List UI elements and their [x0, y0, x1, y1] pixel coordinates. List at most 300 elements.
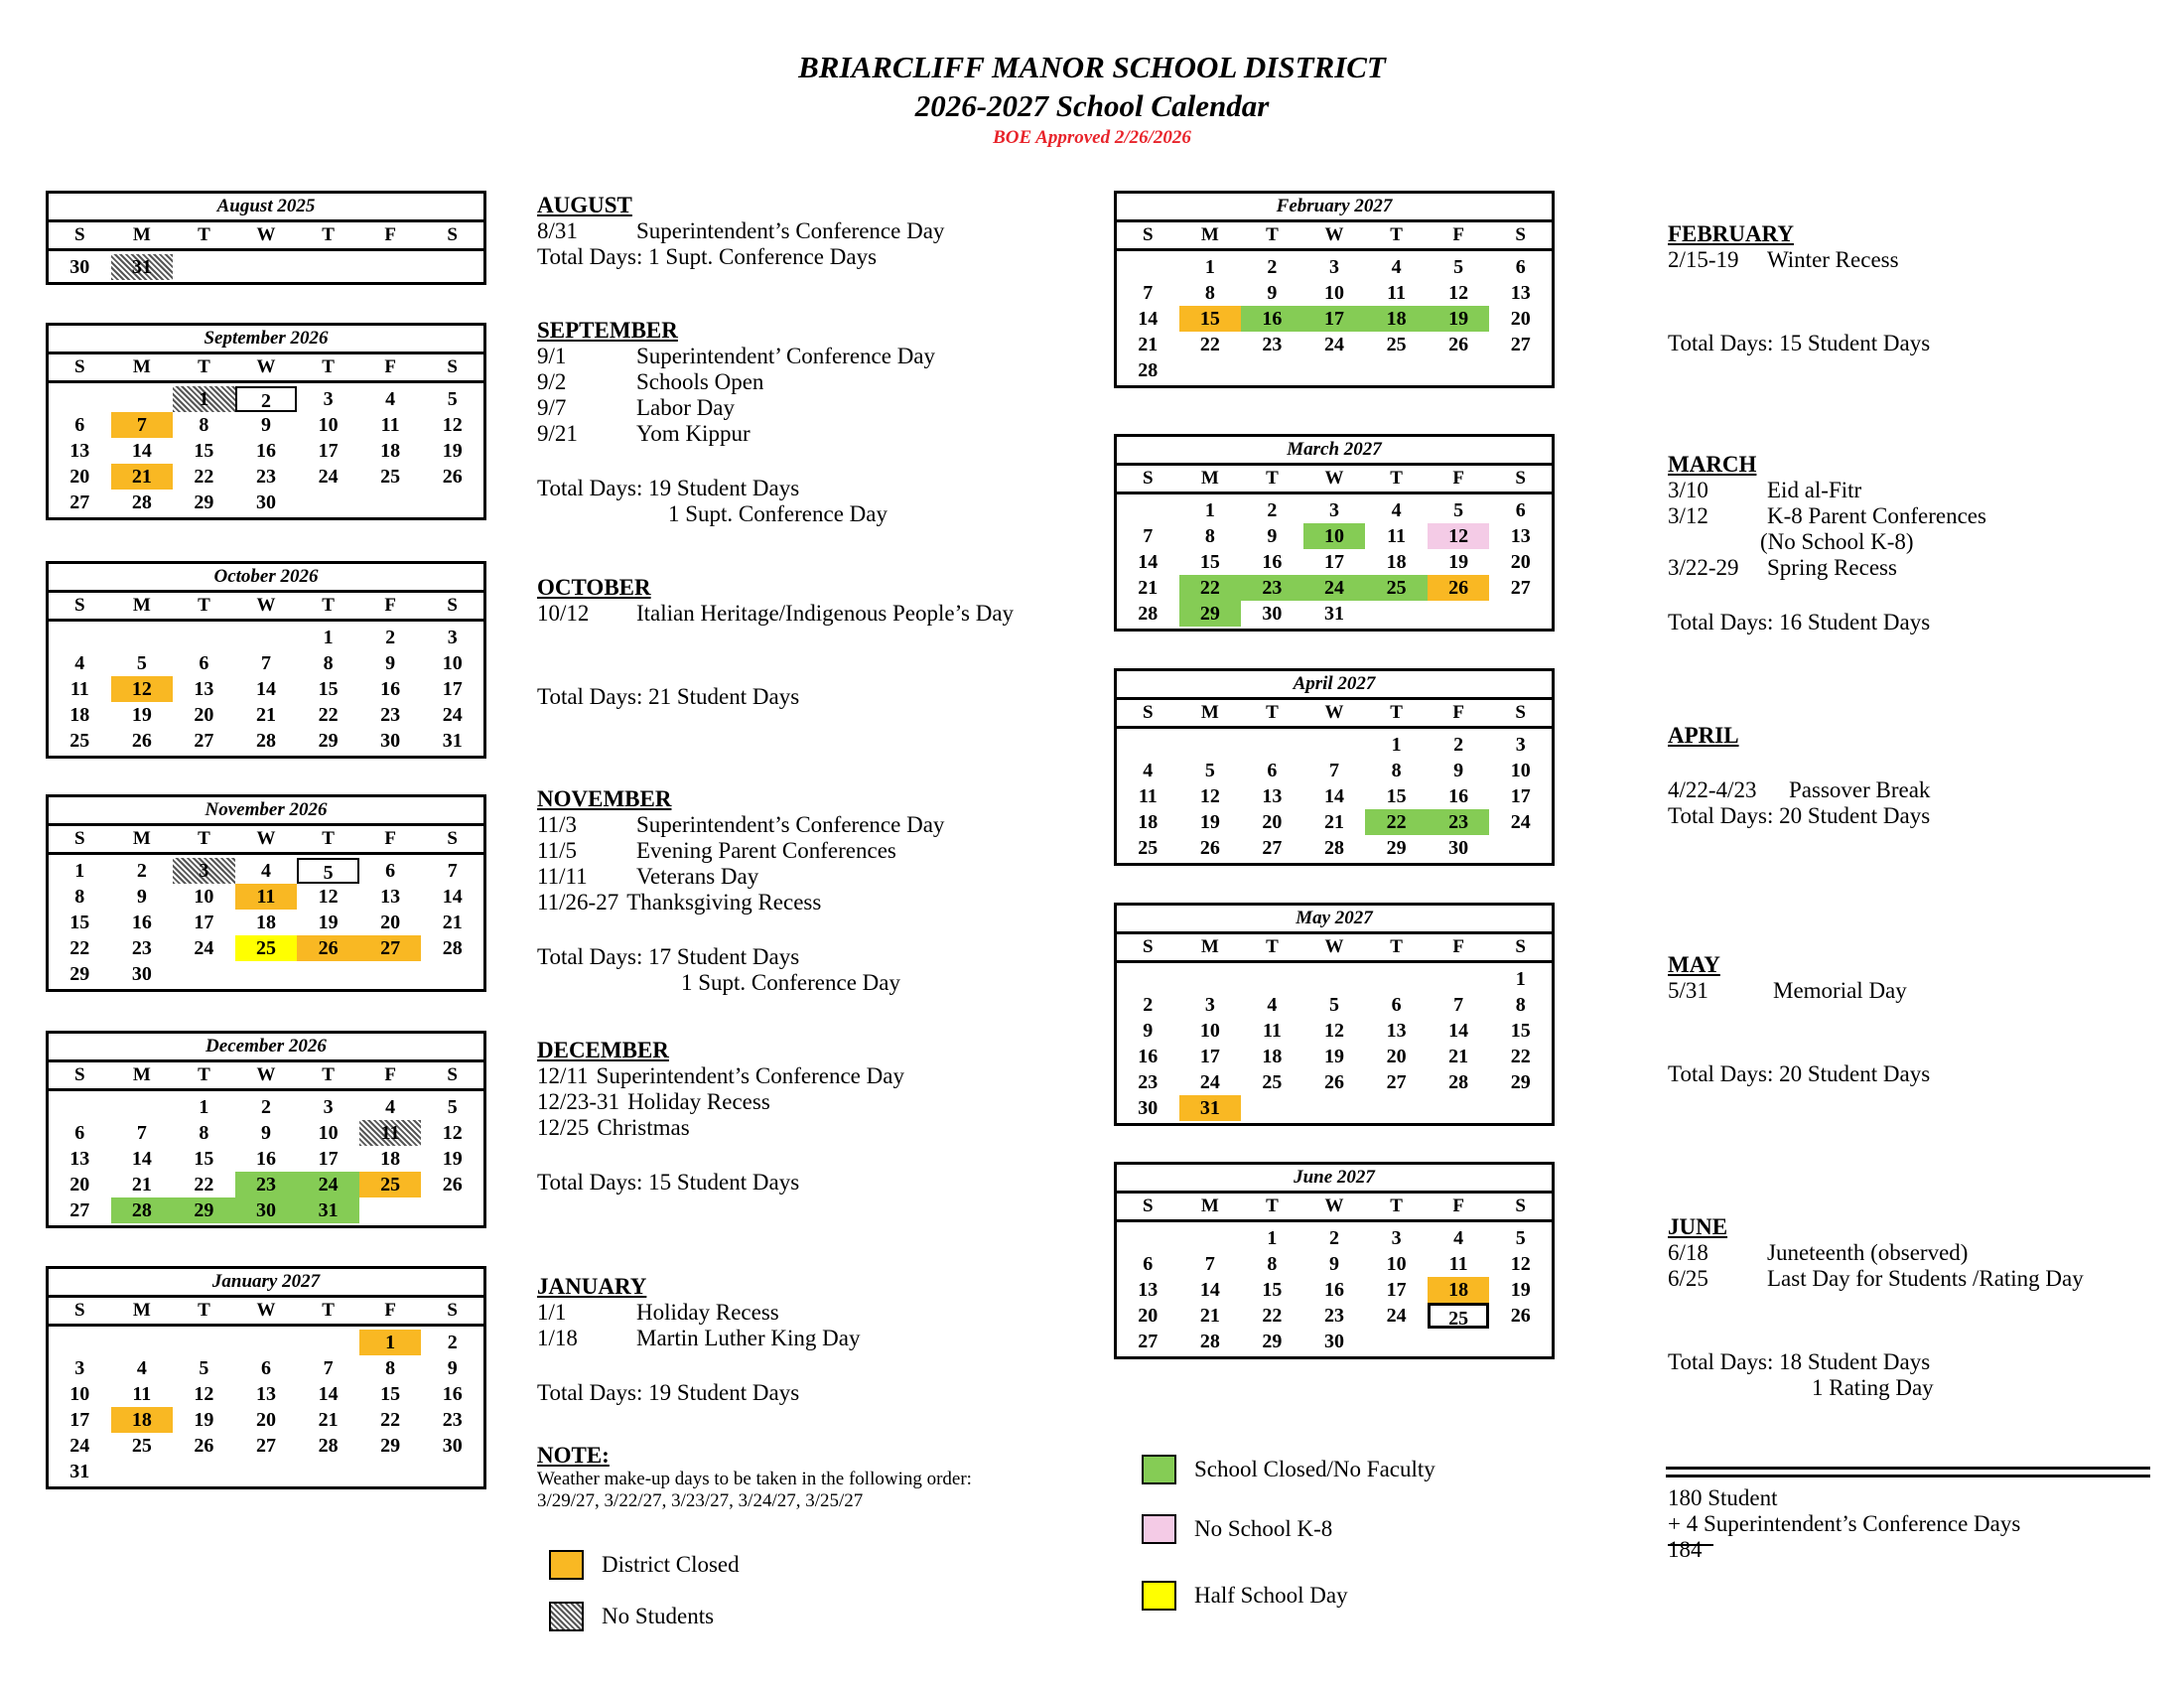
- day-cell: 29: [69, 963, 90, 985]
- event-date: 3/10: [1668, 478, 1708, 502]
- section-heading: JUNE: [1668, 1214, 1728, 1239]
- weekday-label: F: [1452, 468, 1464, 489]
- weekday-label: S: [1515, 224, 1526, 245]
- calendar-month-title: February 2027: [1117, 194, 1552, 222]
- note-line: Weather make-up days to be taken in the following order:: [537, 1469, 972, 1489]
- weekday-label: S: [73, 828, 85, 849]
- day-cell: 5: [1204, 760, 1215, 781]
- empty-cell: [1241, 732, 1303, 758]
- weekday-label: T: [1266, 224, 1279, 245]
- day-cell: 22: [1262, 1305, 1283, 1327]
- empty-cell: [235, 1330, 298, 1355]
- day-cell: 22: [380, 1409, 401, 1431]
- weekday-header: [49, 1298, 483, 1327]
- day-cell: 13: [1386, 1020, 1407, 1042]
- day-cell: 15: [1262, 1279, 1283, 1301]
- notes-may: [1668, 952, 1930, 1087]
- day-cell: 7: [1143, 282, 1154, 304]
- day-cell: 10: [1303, 523, 1366, 549]
- weekday-label: M: [132, 224, 151, 245]
- day-cell: 26: [194, 1435, 214, 1457]
- notes-december: [537, 1038, 904, 1196]
- day-cell: 29: [380, 1435, 401, 1457]
- day-cell: 8: [74, 886, 85, 908]
- day-grid: [49, 1327, 483, 1486]
- swatch-half-day: [1142, 1581, 1176, 1611]
- empty-cell: [49, 625, 111, 650]
- summary-rule-top: [1666, 1467, 2150, 1470]
- day-cell: 21: [1323, 811, 1344, 833]
- day-cell: 9: [1328, 1253, 1339, 1275]
- day-cell: 1: [1204, 256, 1215, 278]
- day-cell: 20: [380, 912, 401, 933]
- day-cell: 2: [385, 627, 396, 648]
- legend-label: No Students: [602, 1604, 715, 1628]
- day-cell: 30: [1323, 1331, 1344, 1352]
- event-label: Superintendent’ Conference Day: [636, 344, 936, 368]
- day-cell: 10: [442, 652, 463, 674]
- day-cell: 9: [385, 652, 396, 674]
- day-cell: 6: [74, 414, 85, 436]
- day-cell: 19: [131, 704, 152, 726]
- day-cell: 6: [385, 860, 396, 882]
- day-cell: 26: [297, 935, 359, 961]
- legend-label: Half School Day: [1194, 1583, 1348, 1608]
- event-label: Spring Recess: [1767, 555, 1897, 580]
- day-cell: 26: [1428, 575, 1490, 601]
- weekday-header: [49, 354, 483, 383]
- day-cell: 24: [318, 466, 339, 488]
- empty-cell: [1117, 1225, 1179, 1251]
- weekday-label: W: [256, 1064, 276, 1085]
- day-cell: 22: [1510, 1046, 1531, 1067]
- empty-cell: [111, 386, 174, 412]
- weekday-label: S: [1515, 468, 1526, 489]
- day-cell: 6: [1515, 256, 1526, 278]
- day-cell: 4: [385, 1096, 396, 1118]
- day-cell: 13: [194, 678, 214, 700]
- day-cell: 16: [1241, 306, 1303, 332]
- empty-cell: [111, 1330, 174, 1355]
- empty-cell: [49, 386, 111, 412]
- weekday-label: S: [447, 224, 458, 245]
- day-cell: 10: [194, 886, 214, 908]
- day-cell: 27: [255, 1435, 276, 1457]
- day-cell: 8: [1267, 1253, 1278, 1275]
- approval-note: BOE Approved 2/26/2026: [993, 127, 1191, 148]
- total-days-extra: 1 Supt. Conference Day: [668, 501, 887, 526]
- notes-march: [1668, 452, 1986, 635]
- day-cell: 27: [359, 935, 422, 961]
- empty-cell: [421, 254, 483, 280]
- day-cell: 3: [1328, 499, 1339, 521]
- day-cell: 11: [380, 414, 400, 436]
- day-cell: 4: [1143, 760, 1154, 781]
- weekday-label: W: [1324, 1196, 1344, 1216]
- day-cell: 28: [255, 730, 276, 752]
- day-cell: 27: [1510, 577, 1531, 599]
- weekday-label: F: [384, 828, 396, 849]
- event-label: Memorial Day: [1773, 978, 1907, 1003]
- weekday-label: T: [198, 224, 210, 245]
- day-cell: 17: [194, 912, 214, 933]
- event-label: Holiday Recess: [627, 1089, 770, 1114]
- section-heading: NOVEMBER: [537, 786, 672, 811]
- weekday-label: F: [1452, 936, 1464, 957]
- day-cell: 14: [1323, 785, 1344, 807]
- day-cell: 15: [1199, 551, 1220, 573]
- total-days: Total Days: 19 Student Days: [537, 1380, 800, 1405]
- day-cell: 14: [131, 1148, 152, 1170]
- weekday-label: S: [1515, 936, 1526, 957]
- legend-no-school-k8: [1142, 1514, 1332, 1544]
- day-cell: 9: [260, 1122, 271, 1144]
- weekday-header: [1117, 466, 1552, 494]
- day-cell: 19: [318, 912, 339, 933]
- section-heading: JANUARY: [537, 1274, 647, 1299]
- day-cell: 4: [260, 860, 271, 882]
- weekday-label: M: [132, 828, 151, 849]
- day-cell: 1: [199, 1096, 209, 1118]
- total-days: Total Days: 20 Student Days: [1668, 1061, 1931, 1086]
- weekday-label: T: [198, 828, 210, 849]
- day-cell: 19: [1199, 811, 1220, 833]
- day-cell: 18: [1386, 551, 1407, 573]
- event-date: 1/1: [537, 1300, 567, 1325]
- day-cell: 10: [1510, 760, 1531, 781]
- day-cell: 2: [1267, 256, 1278, 278]
- day-cell: 3: [323, 388, 334, 410]
- day-cell: 7: [1453, 994, 1464, 1016]
- summary-rule-bottom: [1666, 1475, 2150, 1477]
- day-cell: 25: [380, 466, 401, 488]
- day-cell: 23: [442, 1409, 463, 1431]
- weekday-label: S: [73, 1064, 85, 1085]
- day-cell: 17: [1199, 1046, 1220, 1067]
- weekday-label: S: [1142, 702, 1154, 723]
- day-cell: 3: [1328, 256, 1339, 278]
- day-cell: 28: [131, 492, 152, 513]
- day-cell: 10: [69, 1383, 90, 1405]
- section-heading: AUGUST: [537, 193, 632, 217]
- legend-district-closed: [549, 1550, 740, 1580]
- day-cell: 11: [1387, 282, 1407, 304]
- day-cell: 26: [442, 1174, 463, 1196]
- day-cell: 5: [297, 858, 359, 884]
- weekday-label: F: [1452, 1196, 1464, 1216]
- legend-label: District Closed: [602, 1552, 740, 1577]
- calendar-december-2026: [46, 1031, 486, 1228]
- day-cell: 7: [323, 1357, 334, 1379]
- event-date: 9/21: [537, 421, 578, 446]
- weekday-label: T: [322, 595, 335, 616]
- day-cell: 20: [194, 704, 214, 726]
- weekday-header: [1117, 934, 1552, 963]
- day-cell: 8: [1391, 760, 1402, 781]
- day-cell: 26: [442, 466, 463, 488]
- day-grid: [49, 251, 483, 282]
- day-cell: 6: [260, 1357, 271, 1379]
- day-cell: 22: [194, 466, 214, 488]
- event-label: Holiday Recess: [636, 1300, 779, 1325]
- weekday-label: M: [1200, 224, 1219, 245]
- day-cell: 3: [447, 627, 458, 648]
- weekday-header: [49, 593, 483, 622]
- section-heading: MAY: [1668, 952, 1720, 977]
- day-cell: 27: [1138, 1331, 1159, 1352]
- weekday-label: S: [447, 828, 458, 849]
- day-cell: 10: [318, 1122, 339, 1144]
- day-cell: 5: [1453, 499, 1464, 521]
- day-cell: 17: [442, 678, 463, 700]
- day-cell: 25: [235, 935, 298, 961]
- day-cell: 4: [1267, 994, 1278, 1016]
- swatch-no-school-k8: [1142, 1514, 1176, 1544]
- day-cell: 19: [442, 440, 463, 462]
- day-cell: 25: [69, 730, 90, 752]
- event-label: Winter Recess: [1767, 247, 1899, 272]
- day-cell: 20: [1262, 811, 1283, 833]
- day-cell: 18: [380, 440, 401, 462]
- day-cell: 5: [1328, 994, 1339, 1016]
- day-cell: 22: [194, 1174, 214, 1196]
- day-cell: 1: [173, 386, 235, 412]
- day-cell: 2: [447, 1332, 458, 1353]
- legend-label: School Closed/No Faculty: [1194, 1457, 1435, 1481]
- day-cell: 27: [1386, 1071, 1407, 1093]
- day-cell: 21: [318, 1409, 339, 1431]
- day-cell: 8: [1515, 994, 1526, 1016]
- swatch-district-closed: [549, 1550, 584, 1580]
- day-cell: 23: [1323, 1305, 1344, 1327]
- empty-cell: [1117, 732, 1179, 758]
- day-cell: 1: [74, 860, 85, 882]
- day-cell: 9: [1267, 525, 1278, 547]
- weekday-label: T: [198, 1300, 210, 1321]
- summary-students: 180 Student: [1668, 1485, 1778, 1510]
- day-grid: [1117, 1222, 1552, 1356]
- calendar-month-title: October 2026: [49, 564, 483, 593]
- day-cell: 28: [318, 1435, 339, 1457]
- day-cell: 25: [1262, 1071, 1283, 1093]
- empty-cell: [1241, 966, 1303, 992]
- empty-cell: [297, 254, 359, 280]
- day-cell: 19: [1428, 306, 1490, 332]
- weekday-header: [49, 1062, 483, 1091]
- day-cell: 13: [1262, 785, 1283, 807]
- day-cell: 11: [235, 884, 298, 910]
- day-cell: 30: [1138, 1097, 1159, 1119]
- day-cell: 20: [69, 1174, 90, 1196]
- weekday-label: T: [198, 356, 210, 377]
- event-label: (No School K-8): [1760, 529, 1914, 554]
- weekday-label: S: [447, 595, 458, 616]
- notes-january: [537, 1274, 860, 1406]
- day-cell: 7: [1204, 1253, 1215, 1275]
- day-cell: 3: [173, 858, 235, 884]
- empty-cell: [173, 254, 235, 280]
- day-cell: 31: [297, 1197, 359, 1223]
- day-cell: 5: [1515, 1227, 1526, 1249]
- summary-sum-line: [1668, 1544, 1713, 1546]
- day-cell: 29: [318, 730, 339, 752]
- district-title: BRIARCLIFF MANOR SCHOOL DISTRICT: [798, 50, 1386, 84]
- total-days: Total Days: 15 Student Days: [1668, 331, 1931, 355]
- day-cell: 23: [1428, 809, 1490, 835]
- day-cell: 12: [1448, 282, 1469, 304]
- day-cell: 17: [69, 1409, 90, 1431]
- day-cell: 22: [1365, 809, 1428, 835]
- weekday-label: M: [132, 1300, 151, 1321]
- weekday-label: W: [256, 224, 276, 245]
- day-cell: 14: [255, 678, 276, 700]
- day-cell: 7: [1328, 760, 1339, 781]
- day-cell: 20: [1386, 1046, 1407, 1067]
- day-cell: 20: [255, 1409, 276, 1431]
- day-cell: 28: [1138, 359, 1159, 381]
- day-cell: 23: [255, 466, 276, 488]
- day-cell: 22: [69, 937, 90, 959]
- day-cell: 2: [260, 1096, 271, 1118]
- day-cell: 15: [380, 1383, 401, 1405]
- empty-cell: [173, 625, 235, 650]
- day-cell: 5: [1453, 256, 1464, 278]
- weekday-label: T: [322, 828, 335, 849]
- day-cell: 2: [1267, 499, 1278, 521]
- day-cell: 6: [1391, 994, 1402, 1016]
- day-cell: 31: [442, 730, 463, 752]
- calendar-month-title: March 2027: [1117, 437, 1552, 466]
- day-cell: 14: [131, 440, 152, 462]
- weekday-label: T: [1266, 936, 1279, 957]
- calendar-march-2027: [1114, 434, 1555, 632]
- event-date: 1/18: [537, 1326, 578, 1350]
- day-cell: 12: [1428, 523, 1490, 549]
- weekday-label: T: [1266, 702, 1279, 723]
- notes-february: [1668, 221, 1930, 356]
- total-days: Total Days: 21 Student Days: [537, 684, 800, 709]
- event-label: Superintendent’s Conference Day: [636, 812, 945, 837]
- event-label: Martin Luther King Day: [636, 1326, 861, 1350]
- section-heading: DECEMBER: [537, 1038, 669, 1062]
- day-cell: 19: [1510, 1279, 1531, 1301]
- day-cell: 14: [1138, 551, 1159, 573]
- day-cell: 4: [385, 388, 396, 410]
- summary-total: 184: [1668, 1537, 1703, 1562]
- day-cell: 24: [69, 1435, 90, 1457]
- weekday-label: W: [1324, 936, 1344, 957]
- section-heading: FEBRUARY: [1668, 221, 1794, 246]
- day-cell: 31: [1179, 1095, 1242, 1121]
- day-cell: 5: [447, 388, 458, 410]
- notes-october: [537, 575, 1014, 710]
- day-cell: 29: [194, 492, 214, 513]
- day-cell: 10: [318, 414, 339, 436]
- day-cell: 17: [318, 440, 339, 462]
- weekday-label: W: [1324, 702, 1344, 723]
- day-cell: 31: [1323, 603, 1344, 625]
- empty-cell: [235, 254, 298, 280]
- day-cell: 21: [131, 1174, 152, 1196]
- event-date: 2/15-19: [1668, 247, 1739, 272]
- day-cell: 23: [1138, 1071, 1159, 1093]
- day-cell: 23: [131, 937, 152, 959]
- swatch-no-students: [549, 1602, 584, 1631]
- day-cell: 3: [1391, 1227, 1402, 1249]
- day-cell: 4: [1391, 499, 1402, 521]
- weekday-label: S: [447, 1300, 458, 1321]
- day-cell: 20: [1510, 551, 1531, 573]
- weekday-label: T: [322, 1064, 335, 1085]
- total-days: Total Days: 17 Student Days: [537, 944, 800, 969]
- weekday-label: M: [132, 356, 151, 377]
- empty-cell: [1179, 1225, 1242, 1251]
- weekday-label: M: [1200, 936, 1219, 957]
- day-cell: 21: [1448, 1046, 1469, 1067]
- day-cell: 19: [442, 1148, 463, 1170]
- weekday-label: T: [1390, 468, 1403, 489]
- day-cell: 22: [1179, 575, 1242, 601]
- day-cell: 28: [1199, 1331, 1220, 1352]
- day-cell: 11: [1262, 1020, 1282, 1042]
- day-cell: 7: [111, 412, 174, 438]
- event-label: Eid al-Fitr: [1767, 478, 1862, 502]
- total-days-extra: 1 Rating Day: [1812, 1375, 1934, 1400]
- summary-totals: [1668, 1485, 2020, 1563]
- total-days: Total Days: 20 Student Days: [1668, 803, 1931, 828]
- total-days-extra: 1 Supt. Conference Day: [681, 970, 900, 995]
- weekday-label: S: [73, 1300, 85, 1321]
- day-cell: 12: [442, 1122, 463, 1144]
- day-cell: 17: [1510, 785, 1531, 807]
- weekday-label: W: [256, 828, 276, 849]
- day-cell: 15: [194, 440, 214, 462]
- day-cell: 11: [1387, 525, 1407, 547]
- calendar-month-title: December 2026: [49, 1034, 483, 1062]
- day-cell: 19: [1448, 551, 1469, 573]
- event-label: Schools Open: [636, 369, 764, 394]
- weekday-label: F: [384, 595, 396, 616]
- event-date: 9/1: [537, 344, 567, 368]
- day-cell: 4: [1453, 1227, 1464, 1249]
- calendar-month-title: June 2027: [1117, 1165, 1552, 1194]
- day-cell: 9: [136, 886, 147, 908]
- day-cell: 16: [1138, 1046, 1159, 1067]
- calendar-subtitle: 2026-2027 School Calendar: [914, 88, 1270, 123]
- event-date: 8/31: [537, 218, 578, 243]
- day-cell: 1: [1267, 1227, 1278, 1249]
- weekday-label: S: [1142, 936, 1154, 957]
- section-heading: MARCH: [1668, 452, 1757, 477]
- calendar-january-2027: [46, 1266, 486, 1489]
- day-cell: 18: [380, 1148, 401, 1170]
- day-cell: 28: [442, 937, 463, 959]
- weekday-label: F: [384, 356, 396, 377]
- day-cell: 5: [447, 1096, 458, 1118]
- day-cell: 12: [1199, 785, 1220, 807]
- day-cell: 8: [1204, 282, 1215, 304]
- day-cell: 9: [1453, 760, 1464, 781]
- day-cell: 9: [1267, 282, 1278, 304]
- day-cell: 12: [318, 886, 339, 908]
- day-cell: 23: [235, 1172, 298, 1197]
- day-cell: 25: [131, 1435, 152, 1457]
- day-cell: 19: [1323, 1046, 1344, 1067]
- day-cell: 27: [1510, 334, 1531, 355]
- day-cell: 17: [318, 1148, 339, 1170]
- day-cell: 30: [69, 256, 90, 278]
- weekday-label: T: [1390, 1196, 1403, 1216]
